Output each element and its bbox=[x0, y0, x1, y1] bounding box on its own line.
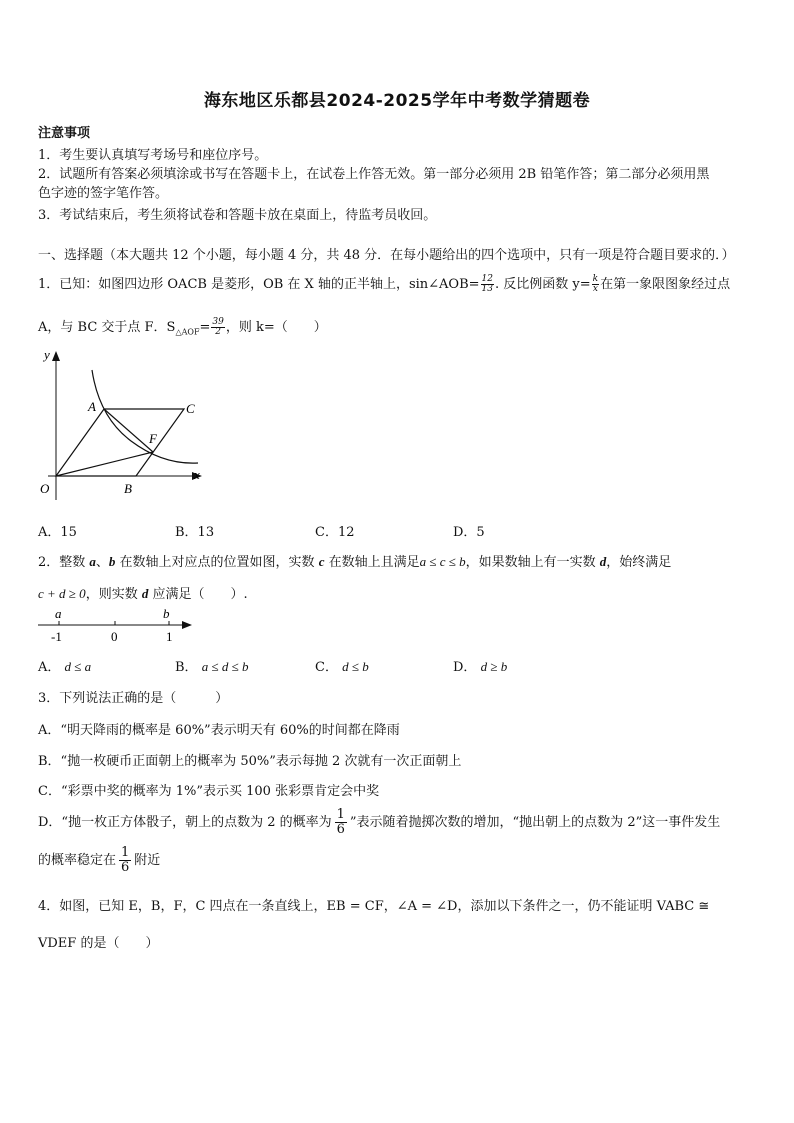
tick-label: -1 bbox=[51, 629, 62, 644]
notice-heading: 注意事项 bbox=[38, 126, 91, 141]
fraction-denominator: x bbox=[592, 284, 598, 294]
label-B: B bbox=[124, 481, 132, 496]
fraction-numerator: 39 bbox=[212, 317, 224, 327]
q3-option-c[interactable]: C．“彩票中奖的概率为 1%”表示买 100 张彩票肯定会中奖 bbox=[38, 784, 380, 799]
q1-text: . 反比例函数 y= bbox=[494, 277, 591, 292]
y-axis-arrow bbox=[52, 351, 60, 361]
notice-item: 1．考生要认真填写考场号和座位序号。 bbox=[38, 148, 268, 163]
segment-AF bbox=[104, 409, 153, 452]
point-b-label: b bbox=[163, 606, 170, 621]
q1-text: 在第一象限图象经过点 bbox=[600, 277, 731, 292]
notice-item: 3．考试结束后，考生须将试卷和答题卡放在桌面上，待监考员收回。 bbox=[38, 208, 437, 223]
q1-option-a[interactable]: A．15 bbox=[38, 525, 77, 540]
q1-option-c[interactable]: C．12 bbox=[315, 525, 355, 540]
q2-inequality: c + d ≥ 0 bbox=[38, 586, 86, 601]
q2-text: 在数轴上对应点的位置如图，实数 bbox=[115, 555, 319, 570]
q1-option-b[interactable]: B．13 bbox=[175, 525, 215, 540]
point-a-label: a bbox=[55, 606, 62, 621]
fraction-denominator: 2 bbox=[215, 327, 221, 337]
option-expr: d ≥ b bbox=[480, 659, 508, 674]
fraction-numerator: k bbox=[592, 274, 599, 284]
q2-inequality: a ≤ c ≤ b bbox=[419, 554, 466, 569]
option-label: B． bbox=[175, 660, 198, 675]
area-fraction bbox=[211, 318, 224, 337]
fraction-one-sixth bbox=[335, 808, 347, 837]
label-C: C bbox=[186, 401, 195, 416]
option-expr: d ≤ b bbox=[342, 659, 369, 674]
option-label: A． bbox=[38, 660, 61, 675]
q1-text: = bbox=[199, 320, 211, 335]
q2-text: 、 bbox=[95, 555, 109, 570]
label-y: y bbox=[44, 347, 50, 362]
fraction-numerator: 1 bbox=[121, 845, 130, 860]
q2-stem-line1 bbox=[38, 551, 671, 570]
q2-text: 在数轴上且满足 bbox=[324, 555, 420, 570]
label-O: O bbox=[40, 481, 50, 496]
option-label: C． bbox=[315, 660, 338, 675]
q2-var: c bbox=[318, 554, 325, 569]
q2-var: d bbox=[599, 554, 607, 569]
notice-item: 2．试题所有答案必须填涂或书写在答题卡上，在试卷上作答无效。第一部分必须用 2B 铅笔作答；第二部分必须用黑 bbox=[38, 167, 710, 182]
q2-option-c[interactable] bbox=[315, 656, 369, 675]
q1-text: ，则 k=（ ） bbox=[225, 320, 327, 335]
q1-figure bbox=[36, 345, 216, 505]
q2-option-a[interactable] bbox=[38, 656, 91, 675]
page-title: 海东地区乐都县2024-2025学年中考数学猜题卷 bbox=[203, 91, 591, 111]
fraction-numerator: 12 bbox=[481, 274, 493, 284]
option-expr: d ≤ a bbox=[64, 659, 92, 674]
fraction-denominator: 6 bbox=[121, 860, 130, 875]
fraction-one-sixth bbox=[119, 846, 131, 875]
q2-stem-line2 bbox=[38, 583, 248, 602]
number-line-arrow bbox=[182, 621, 192, 629]
option-expr: a ≤ d ≤ b bbox=[201, 659, 249, 674]
q3-text: ”表示随着抛掷次数的增加，“抛出朝上的点数为 2”这一事件发生 bbox=[349, 815, 721, 830]
fraction-denominator: 6 bbox=[336, 822, 345, 837]
q3-option-a[interactable]: A．“明天降雨的概率是 60%”表示明天有 60%的时间都在降雨 bbox=[38, 723, 400, 738]
q2-var: a bbox=[89, 554, 96, 569]
label-A: A bbox=[88, 399, 96, 414]
q3-option-b[interactable]: B．“抛一枚硬币正面朝上的概率为 50%”表示每抛 2 次就有一次正面朝上 bbox=[38, 754, 462, 769]
section-heading: 一、选择题（本大题共 12 个小题，每小题 4 分，共 48 分．在每小题给出的四个选项中，只有一项是符合题目要求的．） bbox=[38, 248, 735, 263]
q1-text: A，与 BC 交于点 F．S bbox=[38, 320, 176, 335]
q3-option-d[interactable] bbox=[38, 808, 720, 837]
rhombus-OACB bbox=[56, 409, 184, 476]
q2-var: b bbox=[108, 554, 116, 569]
fraction-numerator: 1 bbox=[336, 807, 345, 822]
tick-label: 1 bbox=[166, 629, 173, 644]
fraction-denominator: 13 bbox=[481, 284, 493, 294]
q1-subscript: △AOF bbox=[175, 327, 200, 337]
q1-option-d[interactable]: D．5 bbox=[453, 525, 485, 540]
q2-var: d bbox=[141, 586, 149, 601]
q4-stem-line1: 4．如图，已知 E，B，F，C 四点在一条直线上，EB = CF，∠A = ∠D，添加以下条件之一，仍不能证明 VABC ≅ bbox=[38, 899, 710, 914]
q2-text: 2．整数 bbox=[38, 555, 90, 570]
q2-option-d[interactable] bbox=[453, 656, 507, 675]
q3-text: 的概率稳定在 bbox=[38, 853, 117, 868]
q2-text: ，则实数 bbox=[85, 587, 142, 602]
option-label: D． bbox=[453, 660, 477, 675]
hyperbola-curve bbox=[92, 370, 198, 463]
label-F: F bbox=[149, 431, 157, 446]
q4-stem-line2: VDEF 的是（ ） bbox=[38, 936, 159, 951]
tick-label: 0 bbox=[111, 629, 118, 644]
label-x: x bbox=[194, 467, 200, 482]
q1-stem-line1 bbox=[38, 273, 730, 294]
q3-stem: 3．下列说法正确的是（ ） bbox=[38, 691, 229, 706]
q2-text: ，如果数轴上有一实数 bbox=[465, 555, 600, 570]
q1-text: 1．已知：如图四边形 OACB 是菱形，OB 在 X 轴的正半轴上，sin∠AOB= bbox=[38, 277, 480, 292]
q2-text: 应满足（ ）. bbox=[148, 587, 248, 602]
q2-text: ，始终满足 bbox=[606, 555, 672, 570]
sin-fraction bbox=[481, 275, 494, 294]
notice-item: 色字迹的签字笔作答。 bbox=[38, 186, 169, 201]
q2-number-line bbox=[36, 606, 196, 646]
q1-stem-line2 bbox=[38, 316, 327, 337]
q3-text: 附近 bbox=[134, 853, 161, 868]
q3-option-d-cont bbox=[38, 846, 160, 875]
q3-text: D．“抛一枚正方体骰子，朝上的点数为 2 的概率为 bbox=[38, 815, 332, 830]
k-fraction bbox=[592, 275, 599, 294]
q2-option-b[interactable] bbox=[175, 656, 248, 675]
